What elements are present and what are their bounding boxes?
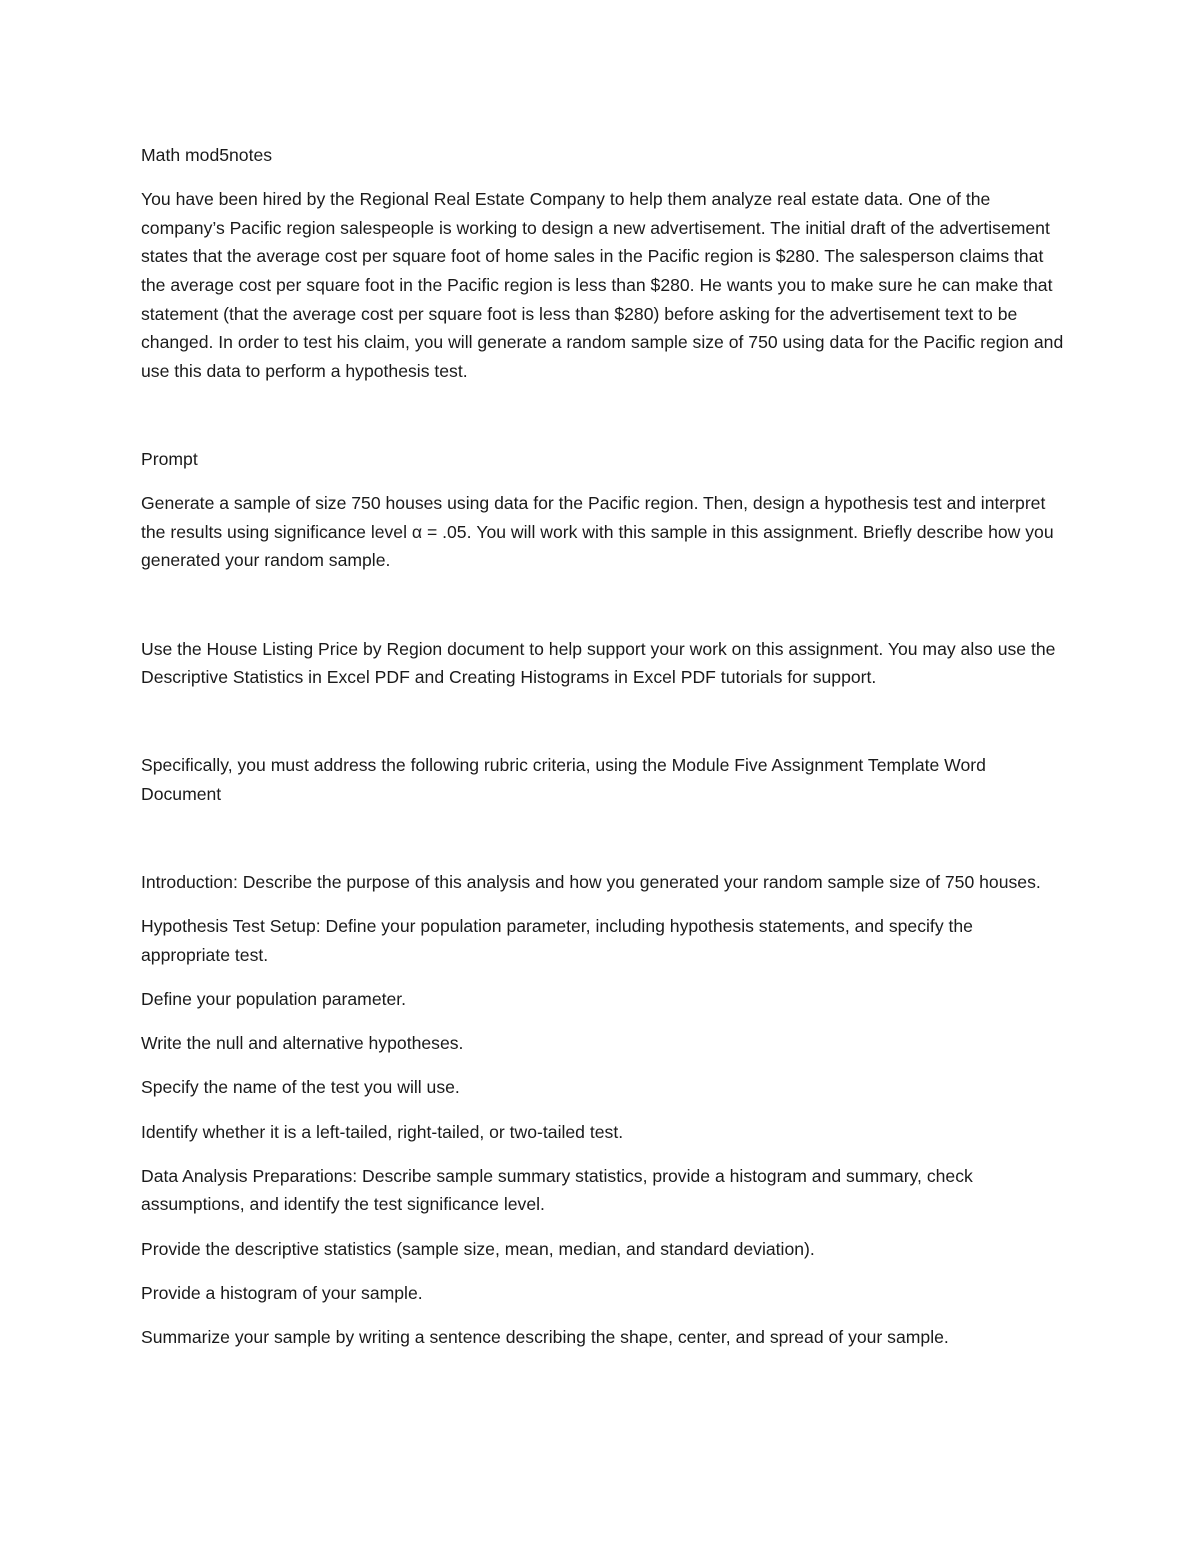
rubric-item: Summarize your sample by writing a sentence describing the shape, center, and spread of your sample.	[141, 1326, 949, 1347]
rubric-intro-paragraph: Specifically, you must address the following rubric criteria, using the Module Five Assignment Template Word Document	[141, 755, 986, 804]
document-title: Math mod5notes	[141, 145, 273, 165]
rubric-item: Data Analysis Preparations: Describe sample summary statistics, provide a histogram and summary, check assumptions, and identify the test significance level.	[141, 1165, 973, 1215]
prompt-heading: Prompt	[141, 448, 198, 469]
document-body	[141, 141, 1066, 1367]
prompt-paragraph: Generate a sample of size 750 houses using data for the Pacific region. Then, design a hypothesis test and interpret the results using significance level α = .05. You will work with this sample in this assignment. Briefly describe how you generated your random sample.	[141, 493, 1054, 571]
rubric-item: Introduction: Describe the purpose of this analysis and how you generated your random sample size of 750 houses.	[141, 872, 1041, 893]
rubric-item: Define your population parameter.	[141, 989, 407, 1010]
intro-paragraph: You have been hired by the Regional Real Estate Company to help them analyze real estate data. One of the company’s Pacific region salespeople is working to design a new advertisement. The initial draft of the advertisement states that the average cost per square foot of home sales in the Pacific region is $280. The salesperson claims that the average cost per square foot in the Pacific region is less than $280. He wants you to make sure he can make that statement (that the average cost per square foot is less than $280) before asking for the advertisement text to be changed. In order to test his claim, you will generate a random sample size of 750 using data for the Pacific region and use this data to perform a hypothesis test.	[141, 189, 1064, 381]
rubric-item: Provide a histogram of your sample.	[141, 1282, 423, 1303]
paragraph-spacer	[141, 591, 1066, 635]
paragraph-spacer	[141, 401, 1066, 445]
paragraph-spacer	[141, 707, 1066, 751]
rubric-item: Identify whether it is a left-tailed, right-tailed, or two-tailed test.	[141, 1121, 624, 1142]
rubric-item: Provide the descriptive statistics (sample size, mean, median, and standard deviation).	[141, 1238, 815, 1259]
rubric-item: Write the null and alternative hypotheses.	[141, 1033, 464, 1054]
support-paragraph: Use the House Listing Price by Region document to help support your work on this assignment. You may also use the Descriptive Statistics in Excel PDF and Creating Histograms in Excel PDF tutorials for support.	[141, 638, 1056, 688]
rubric-item: Specify the name of the test you will use.	[141, 1077, 460, 1098]
paragraph-spacer	[141, 824, 1066, 868]
rubric-item: Hypothesis Test Setup: Define your population parameter, including hypothesis statements, and specify the appropriate test.	[141, 916, 973, 965]
